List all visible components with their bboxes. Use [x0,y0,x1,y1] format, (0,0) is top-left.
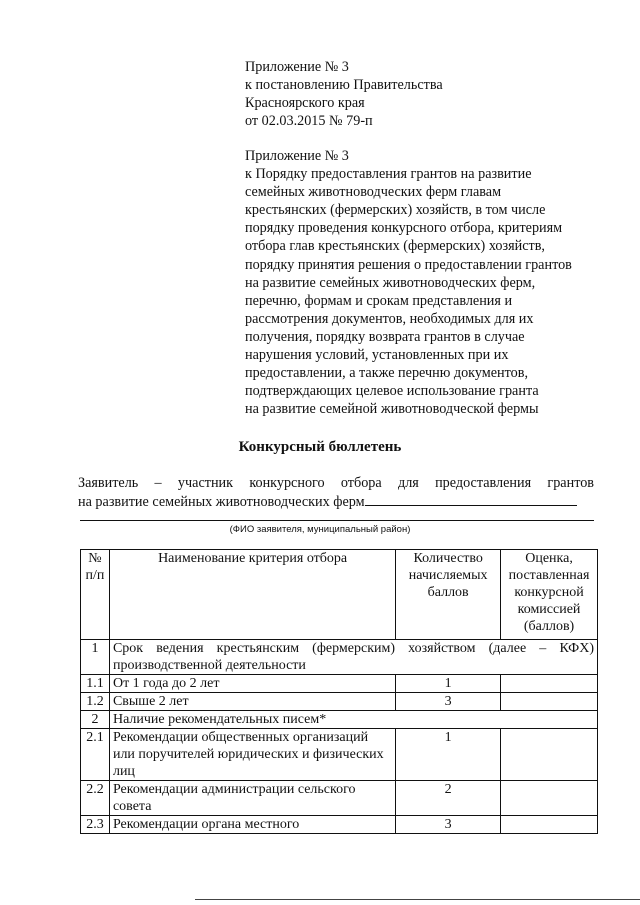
row-number: 2.3 [81,816,110,834]
row-number: 2 [81,711,110,729]
appendix-line: нарушения условий, установленных при их [245,347,509,364]
header-evaluation: Оценка, поставленная конкурсной комиссией (баллов) [501,550,598,640]
row-evaluation [501,816,598,834]
table-row [81,640,598,675]
appendix-line: от 02.03.2015 № 79-п [245,113,373,130]
appendix-line: предоставлении, а также перечню документов, [245,365,528,382]
applicant-name-underline [80,520,594,521]
appendix-line: Приложение № 3 [245,59,349,75]
applicant-fill-line [365,492,577,506]
appendix-line: отбора глав крестьянских (фермерских) хозяйств, [245,238,545,255]
row-evaluation [501,675,598,693]
appendix-header-government [245,58,443,130]
applicant-statement [78,474,594,510]
row-criterion: Наличие рекомендательных писем* [109,711,597,729]
appendix-line: Приложение № 3 [245,148,349,164]
row-criterion: От 1 года до 2 лет [109,675,395,693]
table-header-row [81,550,598,640]
row-number: 1.1 [81,675,110,693]
row-criterion: Рекомендации общественных организаций или поручителей юридических и физических лиц [109,729,395,781]
appendix-line: порядку принятия решения о предоставлении грантов [245,256,572,273]
table-row [81,729,598,781]
row-points: 1 [396,729,501,781]
row-evaluation [501,693,598,711]
applicant-caption: (ФИО заявителя, муниципальный район) [229,524,411,535]
header-num: № п/п [81,550,110,640]
criteria-table [80,549,598,834]
appendix-line: получения, порядку возврата грантов в случае [245,328,525,345]
criteria-table-body [81,640,598,834]
appendix-header-procedure [245,147,572,418]
appendix-line: семейных животноводческих ферм главам [245,184,502,201]
row-number: 1.2 [81,693,110,711]
appendix-line: порядку проведения конкурсного отбора, критериям [245,220,563,237]
appendix-line: подтверждающих целевое использование гранта [245,383,539,400]
scan-bottom-line [195,899,640,900]
table-row [81,781,598,816]
row-points: 2 [396,781,501,816]
document-title: Конкурсный бюллетень [238,439,402,455]
appendix-line: крестьянских (фермерских) хозяйств, в том числе [245,202,546,219]
row-number: 2.2 [81,781,110,816]
appendix-line: на развитие семейных животноводческих ферм, [245,274,536,291]
applicant-line-1: Заявитель – участник конкурсного отбора для предоставления грантов [78,475,594,491]
applicant-line-2-text: на развитие семейных животноводческих ферм [78,494,365,510]
row-criterion: Рекомендации администрации сельского совета [109,781,395,816]
row-criterion: Рекомендации органа местного [109,816,395,834]
row-evaluation [501,729,598,781]
table-row [81,816,598,834]
row-criterion: Срок ведения крестьянским (фермерским) хозяйством (далее – КФХ) производственной деятельности [109,640,597,675]
table-row [81,675,598,693]
appendix-line: перечню, формам и срокам представления и [245,292,513,309]
table-row [81,693,598,711]
appendix-line: к постановлению Правительства [245,77,443,94]
row-number: 2.1 [81,729,110,781]
row-evaluation [501,781,598,816]
row-points: 3 [396,693,501,711]
header-criterion: Наименование критерия отбора [109,550,395,640]
appendix-line: Красноярского края [245,95,365,112]
appendix-line: на развитие семейной животноводческой фермы [245,401,539,418]
row-number: 1 [81,640,110,675]
row-criterion: Свыше 2 лет [109,693,395,711]
table-row [81,711,598,729]
header-points: Количество начисляемых баллов [396,550,501,640]
row-points: 3 [396,816,501,834]
appendix-line: к Порядку предоставления грантов на развитие [245,166,532,183]
appendix-line: рассмотрения документов, необходимых для их [245,310,534,327]
row-points: 1 [396,675,501,693]
applicant-line-2 [78,492,594,510]
